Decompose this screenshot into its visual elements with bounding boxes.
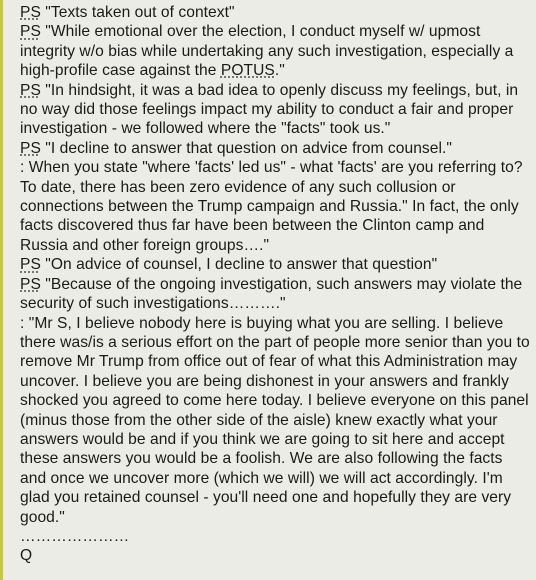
paragraph-text: "On advice of counsel, I decline to answer that question" — [40, 256, 438, 274]
paragraph-ps-texts — [20, 3, 530, 22]
paragraph-ps-counsel — [20, 255, 530, 274]
paragraph-ps-ongoing — [20, 275, 530, 314]
paragraph-tail: ." — [274, 62, 285, 80]
speaker-abbr: PS — [20, 23, 41, 41]
speaker-abbr: PS — [20, 4, 41, 21]
paragraph-ps-integrity — [20, 22, 530, 80]
speaker-abbr: PS — [20, 275, 41, 293]
paragraph-question-mr-s — [20, 314, 530, 527]
paragraph-text: "In hindsight, it was a bad idea to openly discuss my feelings, but, in no way did those feelings impact my ability to conduct a fair and proper investigation - we followed where the "facts" took us." — [20, 81, 519, 138]
trailing-text: Q — [20, 547, 33, 565]
paragraph-ps-decline — [20, 139, 530, 158]
paragraph-text: "Because of the ongoing investigation, such answers may violate the security of such investigations………." — [20, 275, 523, 313]
left-border-rule — [0, 0, 3, 580]
paragraph-question-facts — [20, 158, 530, 255]
speaker-abbr: PS — [20, 81, 41, 99]
paragraph-text: "Texts taken out of context" — [40, 4, 235, 21]
separator-dots: ………………… — [20, 527, 130, 545]
paragraph-text: : When you state "where 'facts' led us" - what 'facts' are you referring to? To date, there has been zero evidence of any such collusion or connections between the Trump campaign and Russia." In fact, the only facts discovered thus far have been between the Clinton camp and Russia and other foreign groups…." — [20, 159, 523, 254]
paragraph-text: "While emotional over the election, I conduct myself w/ upmost integrity w/o bias while undertaking any such investigation, especially a high-profile case against the — [20, 23, 514, 80]
speaker-abbr: PS — [20, 256, 41, 274]
paragraph-text: "I decline to answer that question on advice from counsel." — [40, 139, 452, 157]
speaker-abbr: PS — [20, 139, 41, 157]
potus-abbr: POTUS — [220, 62, 275, 80]
paragraph-ps-hindsight — [20, 81, 530, 139]
paragraph-text: : "Mr S, I believe nobody here is buying what you are selling. I believe there was/is a serious effort on the part of people more senior than you to remove Mr Trump from office out of fear of what this Administration may uncover. I believe you are being dishonest in your answers and frankly shocked you agreed to come here today. I believe everyone on this panel (minus those from the other side of the aisle) knew exactly what your answers would be and if you think we are going to sit here and accept these answers you would be a foolish. We are also following the facts and once we uncover more (which we will) we will act accordingly. I'm glad you retained counsel - you'll need one and hopefully they are very good." — [20, 314, 530, 526]
transcript-text — [20, 3, 530, 566]
